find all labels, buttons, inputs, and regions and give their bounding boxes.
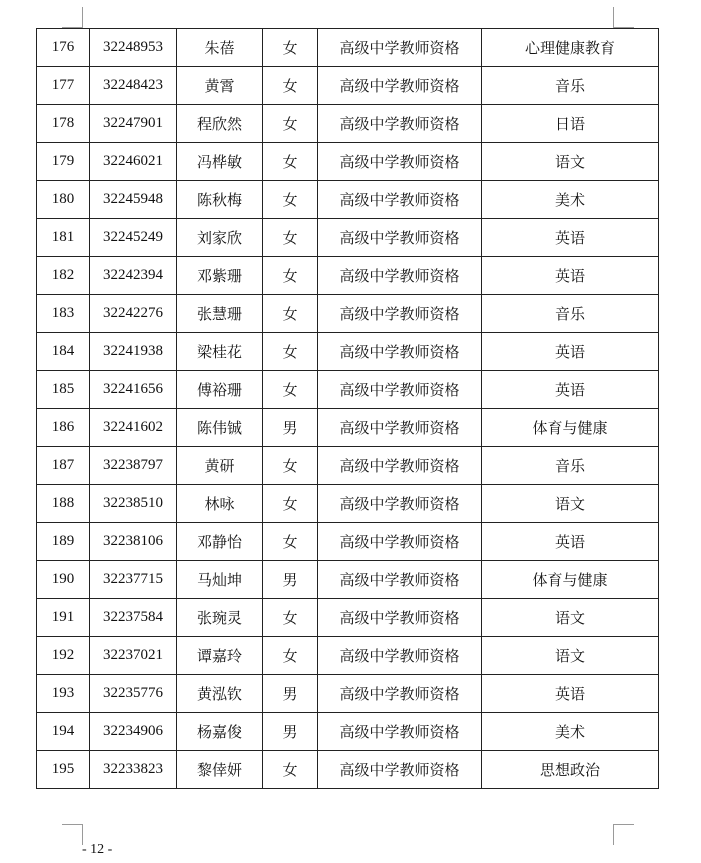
cell-subject: 美术 bbox=[482, 713, 659, 751]
cell-qualification: 高级中学教师资格 bbox=[318, 333, 482, 371]
cell-name: 杨嘉俊 bbox=[177, 713, 263, 751]
cell-serial-number: 181 bbox=[37, 219, 90, 257]
cell-gender: 女 bbox=[263, 447, 318, 485]
cell-name: 刘家欣 bbox=[177, 219, 263, 257]
cell-qualification: 高级中学教师资格 bbox=[318, 447, 482, 485]
cell-subject: 音乐 bbox=[482, 67, 659, 105]
cell-name: 陈秋梅 bbox=[177, 181, 263, 219]
cell-candidate-id: 32241602 bbox=[90, 409, 177, 447]
cell-subject: 英语 bbox=[482, 257, 659, 295]
table-row bbox=[37, 751, 659, 789]
cell-serial-number: 190 bbox=[37, 561, 90, 599]
cell-qualification: 高级中学教师资格 bbox=[318, 219, 482, 257]
cell-subject: 美术 bbox=[482, 181, 659, 219]
cell-subject: 日语 bbox=[482, 105, 659, 143]
table-row bbox=[37, 637, 659, 675]
cell-gender: 女 bbox=[263, 295, 318, 333]
table-row bbox=[37, 371, 659, 409]
cell-qualification: 高级中学教师资格 bbox=[318, 295, 482, 333]
cell-serial-number: 188 bbox=[37, 485, 90, 523]
table-row bbox=[37, 447, 659, 485]
cell-qualification: 高级中学教师资格 bbox=[318, 143, 482, 181]
cell-name: 马灿坤 bbox=[177, 561, 263, 599]
cell-serial-number: 187 bbox=[37, 447, 90, 485]
cell-gender: 女 bbox=[263, 143, 318, 181]
cell-subject: 体育与健康 bbox=[482, 561, 659, 599]
table-row bbox=[37, 675, 659, 713]
cell-name: 谭嘉玲 bbox=[177, 637, 263, 675]
cell-candidate-id: 32235776 bbox=[90, 675, 177, 713]
cell-qualification: 高级中学教师资格 bbox=[318, 105, 482, 143]
cell-candidate-id: 32246021 bbox=[90, 143, 177, 181]
cell-subject: 音乐 bbox=[482, 447, 659, 485]
cell-subject: 语文 bbox=[482, 485, 659, 523]
cell-subject: 英语 bbox=[482, 675, 659, 713]
cell-name: 黎倖妍 bbox=[177, 751, 263, 789]
cell-serial-number: 193 bbox=[37, 675, 90, 713]
cell-serial-number: 189 bbox=[37, 523, 90, 561]
cell-name: 冯桦敏 bbox=[177, 143, 263, 181]
cell-gender: 女 bbox=[263, 523, 318, 561]
cell-candidate-id: 32237715 bbox=[90, 561, 177, 599]
cell-candidate-id: 32237021 bbox=[90, 637, 177, 675]
cell-serial-number: 186 bbox=[37, 409, 90, 447]
cell-gender: 男 bbox=[263, 675, 318, 713]
cell-qualification: 高级中学教师资格 bbox=[318, 637, 482, 675]
roster-body bbox=[37, 29, 659, 789]
crop-mark-bottom-right bbox=[613, 824, 634, 845]
cell-name: 梁桂花 bbox=[177, 333, 263, 371]
cell-gender: 女 bbox=[263, 485, 318, 523]
cell-gender: 女 bbox=[263, 219, 318, 257]
cell-candidate-id: 32234906 bbox=[90, 713, 177, 751]
cell-serial-number: 180 bbox=[37, 181, 90, 219]
cell-serial-number: 192 bbox=[37, 637, 90, 675]
cell-name: 黄霄 bbox=[177, 67, 263, 105]
cell-name: 程欣然 bbox=[177, 105, 263, 143]
cell-name: 黄泓钦 bbox=[177, 675, 263, 713]
cell-serial-number: 176 bbox=[37, 29, 90, 67]
cell-subject: 语文 bbox=[482, 637, 659, 675]
cell-candidate-id: 32242394 bbox=[90, 257, 177, 295]
cell-candidate-id: 32241656 bbox=[90, 371, 177, 409]
table-row bbox=[37, 523, 659, 561]
cell-qualification: 高级中学教师资格 bbox=[318, 409, 482, 447]
roster-table bbox=[36, 28, 659, 789]
cell-name: 黄研 bbox=[177, 447, 263, 485]
cell-gender: 女 bbox=[263, 67, 318, 105]
cell-gender: 女 bbox=[263, 181, 318, 219]
crop-mark-bottom-left bbox=[62, 824, 83, 845]
cell-gender: 女 bbox=[263, 599, 318, 637]
cell-subject: 音乐 bbox=[482, 295, 659, 333]
table-row bbox=[37, 561, 659, 599]
cell-subject: 心理健康教育 bbox=[482, 29, 659, 67]
table-row bbox=[37, 599, 659, 637]
table-row bbox=[37, 485, 659, 523]
cell-subject: 英语 bbox=[482, 333, 659, 371]
table-row bbox=[37, 29, 659, 67]
cell-candidate-id: 32241938 bbox=[90, 333, 177, 371]
crop-mark-top-right bbox=[613, 7, 634, 28]
cell-qualification: 高级中学教师资格 bbox=[318, 675, 482, 713]
cell-serial-number: 185 bbox=[37, 371, 90, 409]
cell-gender: 男 bbox=[263, 713, 318, 751]
cell-serial-number: 195 bbox=[37, 751, 90, 789]
crop-mark-top-left bbox=[62, 7, 83, 28]
cell-gender: 女 bbox=[263, 371, 318, 409]
cell-gender: 女 bbox=[263, 105, 318, 143]
cell-qualification: 高级中学教师资格 bbox=[318, 67, 482, 105]
cell-name: 朱蓓 bbox=[177, 29, 263, 67]
cell-name: 张琬灵 bbox=[177, 599, 263, 637]
cell-candidate-id: 32247901 bbox=[90, 105, 177, 143]
cell-serial-number: 182 bbox=[37, 257, 90, 295]
table-row bbox=[37, 181, 659, 219]
cell-subject: 英语 bbox=[482, 523, 659, 561]
cell-gender: 女 bbox=[263, 333, 318, 371]
cell-name: 林咏 bbox=[177, 485, 263, 523]
cell-name: 陈伟铖 bbox=[177, 409, 263, 447]
cell-qualification: 高级中学教师资格 bbox=[318, 371, 482, 409]
cell-serial-number: 177 bbox=[37, 67, 90, 105]
table-row bbox=[37, 257, 659, 295]
cell-qualification: 高级中学教师资格 bbox=[318, 485, 482, 523]
cell-qualification: 高级中学教师资格 bbox=[318, 257, 482, 295]
cell-qualification: 高级中学教师资格 bbox=[318, 29, 482, 67]
table-row bbox=[37, 295, 659, 333]
cell-serial-number: 184 bbox=[37, 333, 90, 371]
cell-candidate-id: 32237584 bbox=[90, 599, 177, 637]
cell-subject: 英语 bbox=[482, 371, 659, 409]
cell-candidate-id: 32248953 bbox=[90, 29, 177, 67]
cell-candidate-id: 32238510 bbox=[90, 485, 177, 523]
cell-qualification: 高级中学教师资格 bbox=[318, 599, 482, 637]
cell-name: 傅裕珊 bbox=[177, 371, 263, 409]
cell-name: 邓静怡 bbox=[177, 523, 263, 561]
cell-qualification: 高级中学教师资格 bbox=[318, 751, 482, 789]
table-row bbox=[37, 409, 659, 447]
cell-serial-number: 194 bbox=[37, 713, 90, 751]
cell-candidate-id: 32245948 bbox=[90, 181, 177, 219]
cell-serial-number: 183 bbox=[37, 295, 90, 333]
cell-subject: 思想政治 bbox=[482, 751, 659, 789]
cell-candidate-id: 32233823 bbox=[90, 751, 177, 789]
cell-qualification: 高级中学教师资格 bbox=[318, 523, 482, 561]
cell-gender: 女 bbox=[263, 751, 318, 789]
cell-candidate-id: 32248423 bbox=[90, 67, 177, 105]
cell-qualification: 高级中学教师资格 bbox=[318, 561, 482, 599]
cell-serial-number: 178 bbox=[37, 105, 90, 143]
cell-subject: 体育与健康 bbox=[482, 409, 659, 447]
cell-candidate-id: 32242276 bbox=[90, 295, 177, 333]
cell-qualification: 高级中学教师资格 bbox=[318, 713, 482, 751]
cell-qualification: 高级中学教师资格 bbox=[318, 181, 482, 219]
table-row bbox=[37, 333, 659, 371]
cell-name: 邓紫珊 bbox=[177, 257, 263, 295]
cell-serial-number: 179 bbox=[37, 143, 90, 181]
cell-subject: 英语 bbox=[482, 219, 659, 257]
cell-serial-number: 191 bbox=[37, 599, 90, 637]
cell-gender: 男 bbox=[263, 409, 318, 447]
cell-gender: 女 bbox=[263, 257, 318, 295]
cell-subject: 语文 bbox=[482, 599, 659, 637]
cell-subject: 语文 bbox=[482, 143, 659, 181]
table-row bbox=[37, 219, 659, 257]
cell-gender: 女 bbox=[263, 29, 318, 67]
table-row bbox=[37, 67, 659, 105]
cell-name: 张慧珊 bbox=[177, 295, 263, 333]
cell-candidate-id: 32238797 bbox=[90, 447, 177, 485]
cell-gender: 女 bbox=[263, 637, 318, 675]
cell-gender: 男 bbox=[263, 561, 318, 599]
table-row bbox=[37, 143, 659, 181]
page-number: - 12 - bbox=[82, 842, 113, 857]
cell-candidate-id: 32238106 bbox=[90, 523, 177, 561]
cell-candidate-id: 32245249 bbox=[90, 219, 177, 257]
table-row bbox=[37, 105, 659, 143]
table-row bbox=[37, 713, 659, 751]
